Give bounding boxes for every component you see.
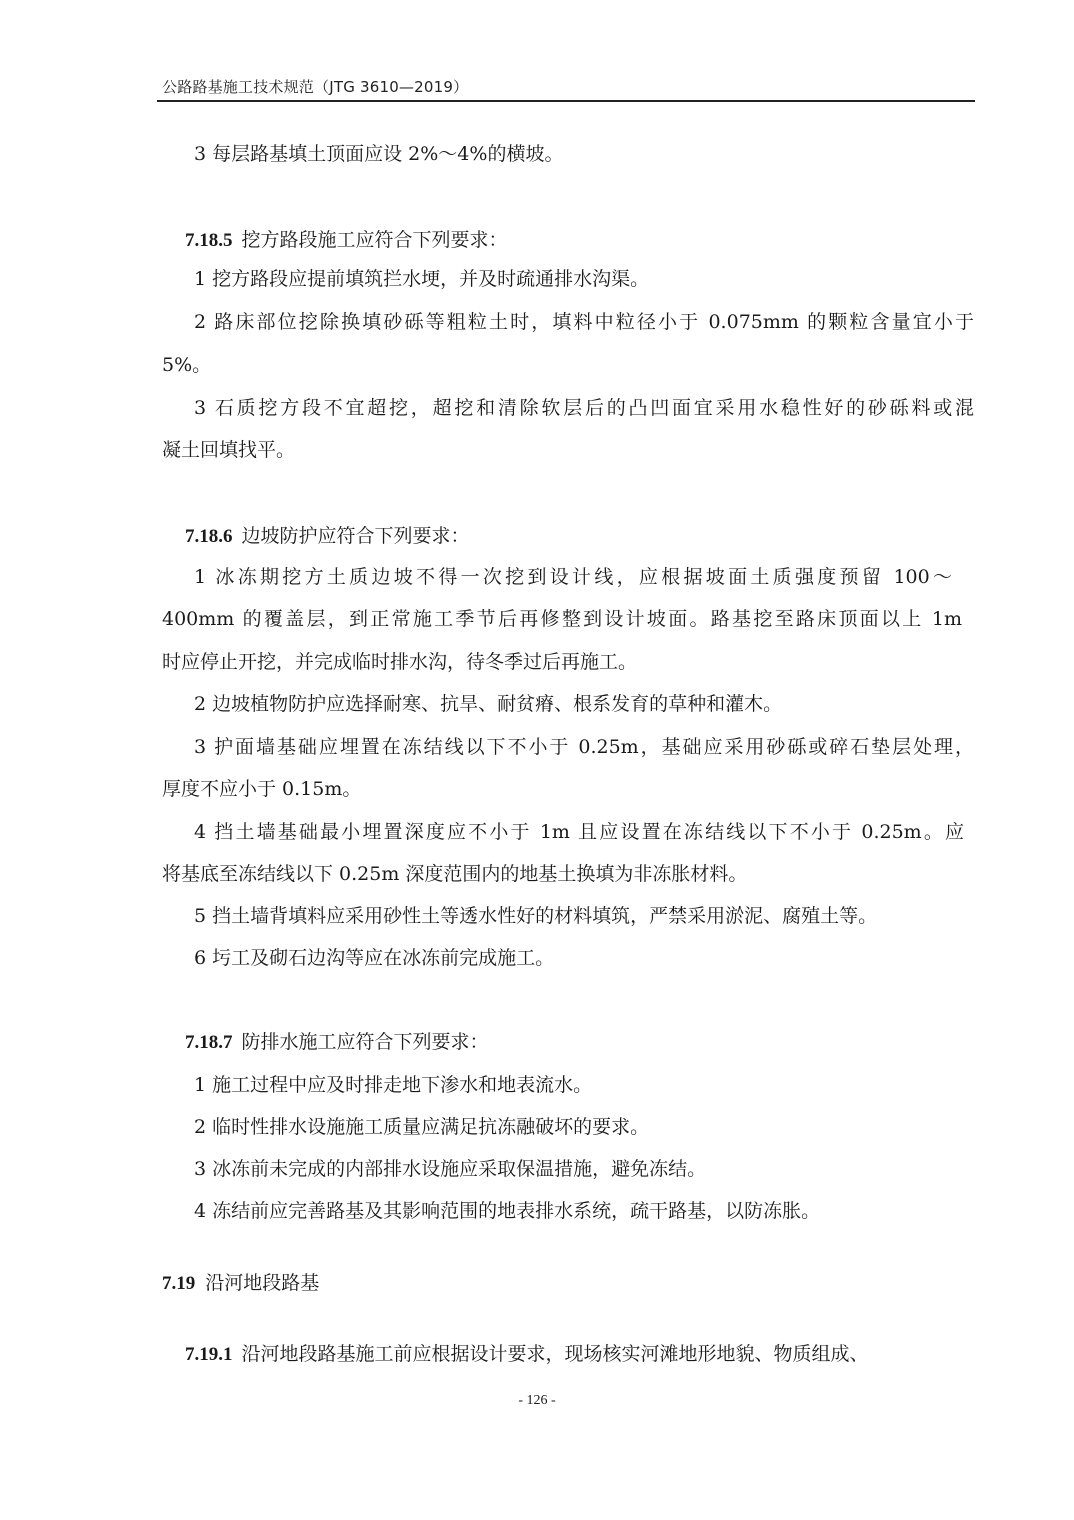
section-heading-7-19-1 xyxy=(185,1342,997,1367)
paragraph-item: 3 石质挖方段不宜超挖，超挖和清除软层后的凸凹面宜采用水稳性好的砂砾料或混 xyxy=(194,397,974,419)
paragraph-item: 2 临时性排水设施施工质量应满足抗冻融破坏的要求。 xyxy=(194,1116,650,1138)
section-text: 沿河地段路基施工前应根据设计要求，现场核实河滩地形地貌、物质组成、 xyxy=(241,1343,869,1365)
paragraph-item: 4 冻结前应完善路基及其影响范围的地表排水系统，疏干路基，以防冻胀。 xyxy=(194,1200,821,1222)
section-heading-7-18-7 xyxy=(185,1030,997,1055)
section-heading-7-19 xyxy=(162,1271,974,1296)
section-number: 7.18.7 xyxy=(185,1032,233,1053)
paragraph-continuation: 厚度不应小于 0.15m。 xyxy=(162,778,362,800)
paragraph-item: 3 护面墙基础应埋置在冻结线以下不小于 0.25m，基础应采用砂砾或碎石垫层处理， xyxy=(194,736,974,758)
section-title: 边坡防护应符合下列要求： xyxy=(241,525,470,547)
paragraph-item: 1 施工过程中应及时排走地下渗水和地表流水。 xyxy=(194,1074,593,1096)
paragraph-continuation: 凝土回填找平。 xyxy=(162,439,296,461)
section-heading-7-18-5 xyxy=(185,228,997,253)
section-title: 挖方路段施工应符合下列要求： xyxy=(241,229,508,251)
section-title: 沿河地段路基 xyxy=(205,1272,320,1294)
paragraph-continuation: 5%。 xyxy=(162,354,212,376)
paragraph-item: 4 挡土墙基础最小埋置深度应不小于 1m 且应设置在冻结线以下不小于 0.25m。应 xyxy=(194,821,964,843)
section-number: 7.19.1 xyxy=(185,1344,233,1365)
header-divider xyxy=(157,100,975,102)
paragraph-continuation: 400mm 的覆盖层，到正常施工季节后再修整到设计坡面。路基挖至路床顶面以上 1m xyxy=(162,608,962,630)
section-title: 防排水施工应符合下列要求： xyxy=(241,1031,489,1053)
section-number: 7.18.6 xyxy=(185,526,233,547)
paragraph-item: 1 冰冻期挖方土质边坡不得一次挖到设计线，应根据坡面土质强度预留 100～ xyxy=(194,566,952,588)
section-heading-7-18-6 xyxy=(185,524,997,549)
paragraph-item: 5 挡土墙背填料应采用砂性土等透水性好的材料填筑，严禁采用淤泥、腐殖土等。 xyxy=(194,905,878,927)
section-number: 7.18.5 xyxy=(185,230,233,251)
section-number: 7.19 xyxy=(162,1273,196,1294)
paragraph-item: 2 路床部位挖除换填砂砾等粗粒土时，填料中粒径小于 0.075mm 的颗粒含量宜小于 xyxy=(194,311,974,333)
paragraph-item: 3 冰冻前未完成的内部排水设施应采取保温措施，避免冻结。 xyxy=(194,1158,707,1180)
running-header: 公路路基施工技术规范（JTG 3610—2019） xyxy=(162,78,469,96)
page-number: - 126 - xyxy=(518,1393,556,1408)
paragraph-continuation: 时应停止开挖，并完成临时排水沟，待冬季过后再施工。 xyxy=(162,651,638,673)
paragraph-continuation: 将基底至冻结线以下 0.25m 深度范围内的地基土换填为非冻胀材料。 xyxy=(162,863,748,885)
paragraph-item: 3 每层路基填土顶面应设 2%～4%的横坡。 xyxy=(194,143,564,165)
paragraph-item: 6 圬工及砌石边沟等应在冰冻前完成施工。 xyxy=(194,947,555,969)
paragraph-item: 1 挖方路段应提前填筑拦水埂，并及时疏通排水沟渠。 xyxy=(194,268,650,290)
paragraph-item: 2 边坡植物防护应选择耐寒、抗旱、耐贫瘠、根系发育的草种和灌木。 xyxy=(194,693,783,715)
